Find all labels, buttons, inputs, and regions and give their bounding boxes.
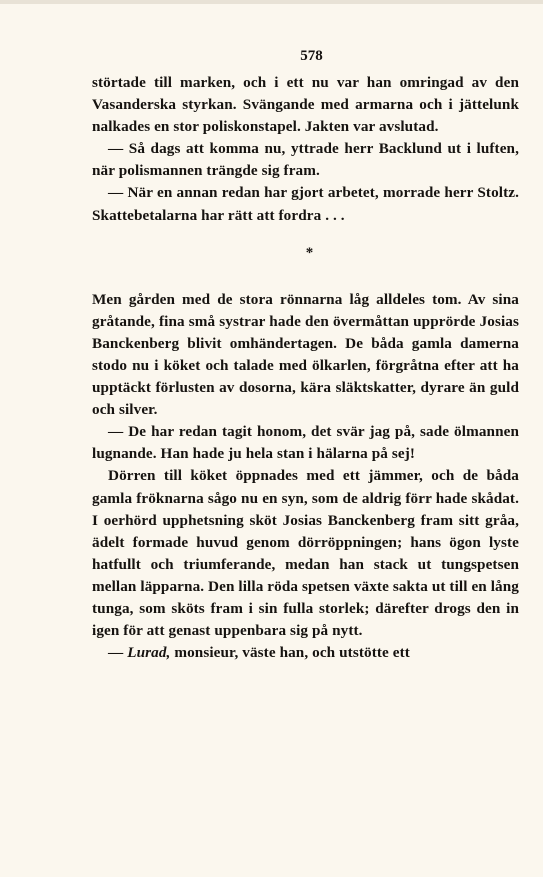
page-number: 578 (300, 48, 323, 64)
book-page (92, 46, 519, 664)
paragraph-4: Men gården med de stora rönnarna låg alldeles tom. Av sina gråtande, fina små systrar hade den övermåttan upprörde Josias Banckenberg blivit omhändertagen. De båda gamla damerna stodo nu i köket och talade med ölkarlen, förgråtna efter att ha upptäckt förlusten av dosorna, kära släktskatter, dyrare än guld och silver. (92, 290, 519, 419)
dash: — (108, 644, 124, 662)
paragraph-7-partial (92, 642, 519, 664)
section-separator: * (305, 244, 314, 261)
paragraph-6: Dörren till köket öppnades med ett jämmer, och de båda gamla fröknarna sågo nu en syn, som de aldrig förr hade skådat. I oerhörd upphetsning sköt Josias Banckenberg fram sitt gråa, ädelt formade huvud genom dörröppningen; hans ögon lyste hatfullt och triumferande, medan han stack ut tungspetsen mellan läpparna. Den lilla röda spetsen växte sakta ut till en lång tunga, som sköts fram i sin fulla storlek; därefter drogs den in igen för att genast uppenbara sig på nytt. (92, 467, 519, 640)
paragraph-7-text: monsieur, väste han, och utstötte ett (174, 644, 410, 662)
paragraph-1: störtade till marken, och i ett nu var han omringad av den Vasanderska styrkan. Svängande med armarna och i jättelunk nalkades en stor poliskonstapel. Jakten var avslutad. (92, 74, 519, 136)
page-top-edge (0, 0, 543, 4)
italic-word: Lurad, (127, 644, 171, 662)
paragraph-2: — Så dags att komma nu, yttrade herr Backlund ut i luften, när polismannen trängde sig fram. (92, 140, 519, 180)
paragraph-5: — De har redan tagit honom, det svär jag på, sade ölmannen lugnande. Han hade ju hela stan i hälarna på sej! (92, 423, 519, 463)
paragraph-3: — När en annan redan har gjort arbetet, morrade herr Stoltz. Skattebetalarna har rätt att fordra . . . (92, 184, 519, 224)
